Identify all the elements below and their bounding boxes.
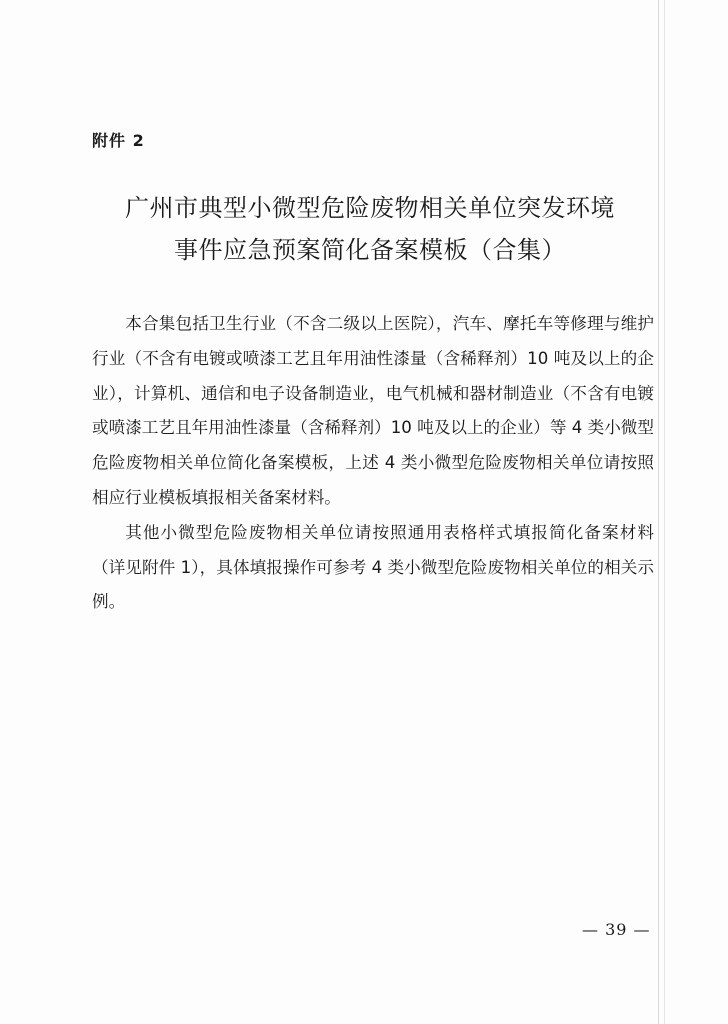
document-title-line-2: 事件应急预案简化备案模板（合集） — [174, 236, 566, 264]
body-paragraph-1: 本合集包括卫生行业（不含二级以上医院），汽车、摩托车等修理与维护行业（不含有电镀或喷漆工艺且年用油性漆量（含稀释剂）10 吨及以上的企业），计算机、通信和电子设备制造业，电气机械和器材制造业（不含有电镀或喷漆工艺且年用油性漆量（含稀释剂）10 吨及以上的企业）等 4 类小微型危险废物相关单位简化备案模板，上述 4 类小微型危险废物相关单位请按照相应行业模板填报相关备案材料。 — [92, 314, 654, 507]
document-title-line-1: 广州市典型小微型危险废物相关单位突发环境 — [125, 194, 615, 222]
page-number: — 39 — — [582, 920, 651, 939]
page-edge-line — [658, 0, 659, 1024]
document-body — [92, 307, 654, 620]
attachment-label: 附件 2 — [92, 131, 145, 150]
body-paragraph-2: 其他小微型危险废物相关单位请按照通用表格样式填报简化备案材料（详见附件 1），具体填报操作可参考 4 类小微型危险废物相关单位的相关示例。 — [92, 522, 654, 612]
page-edge-line — [664, 0, 665, 1024]
